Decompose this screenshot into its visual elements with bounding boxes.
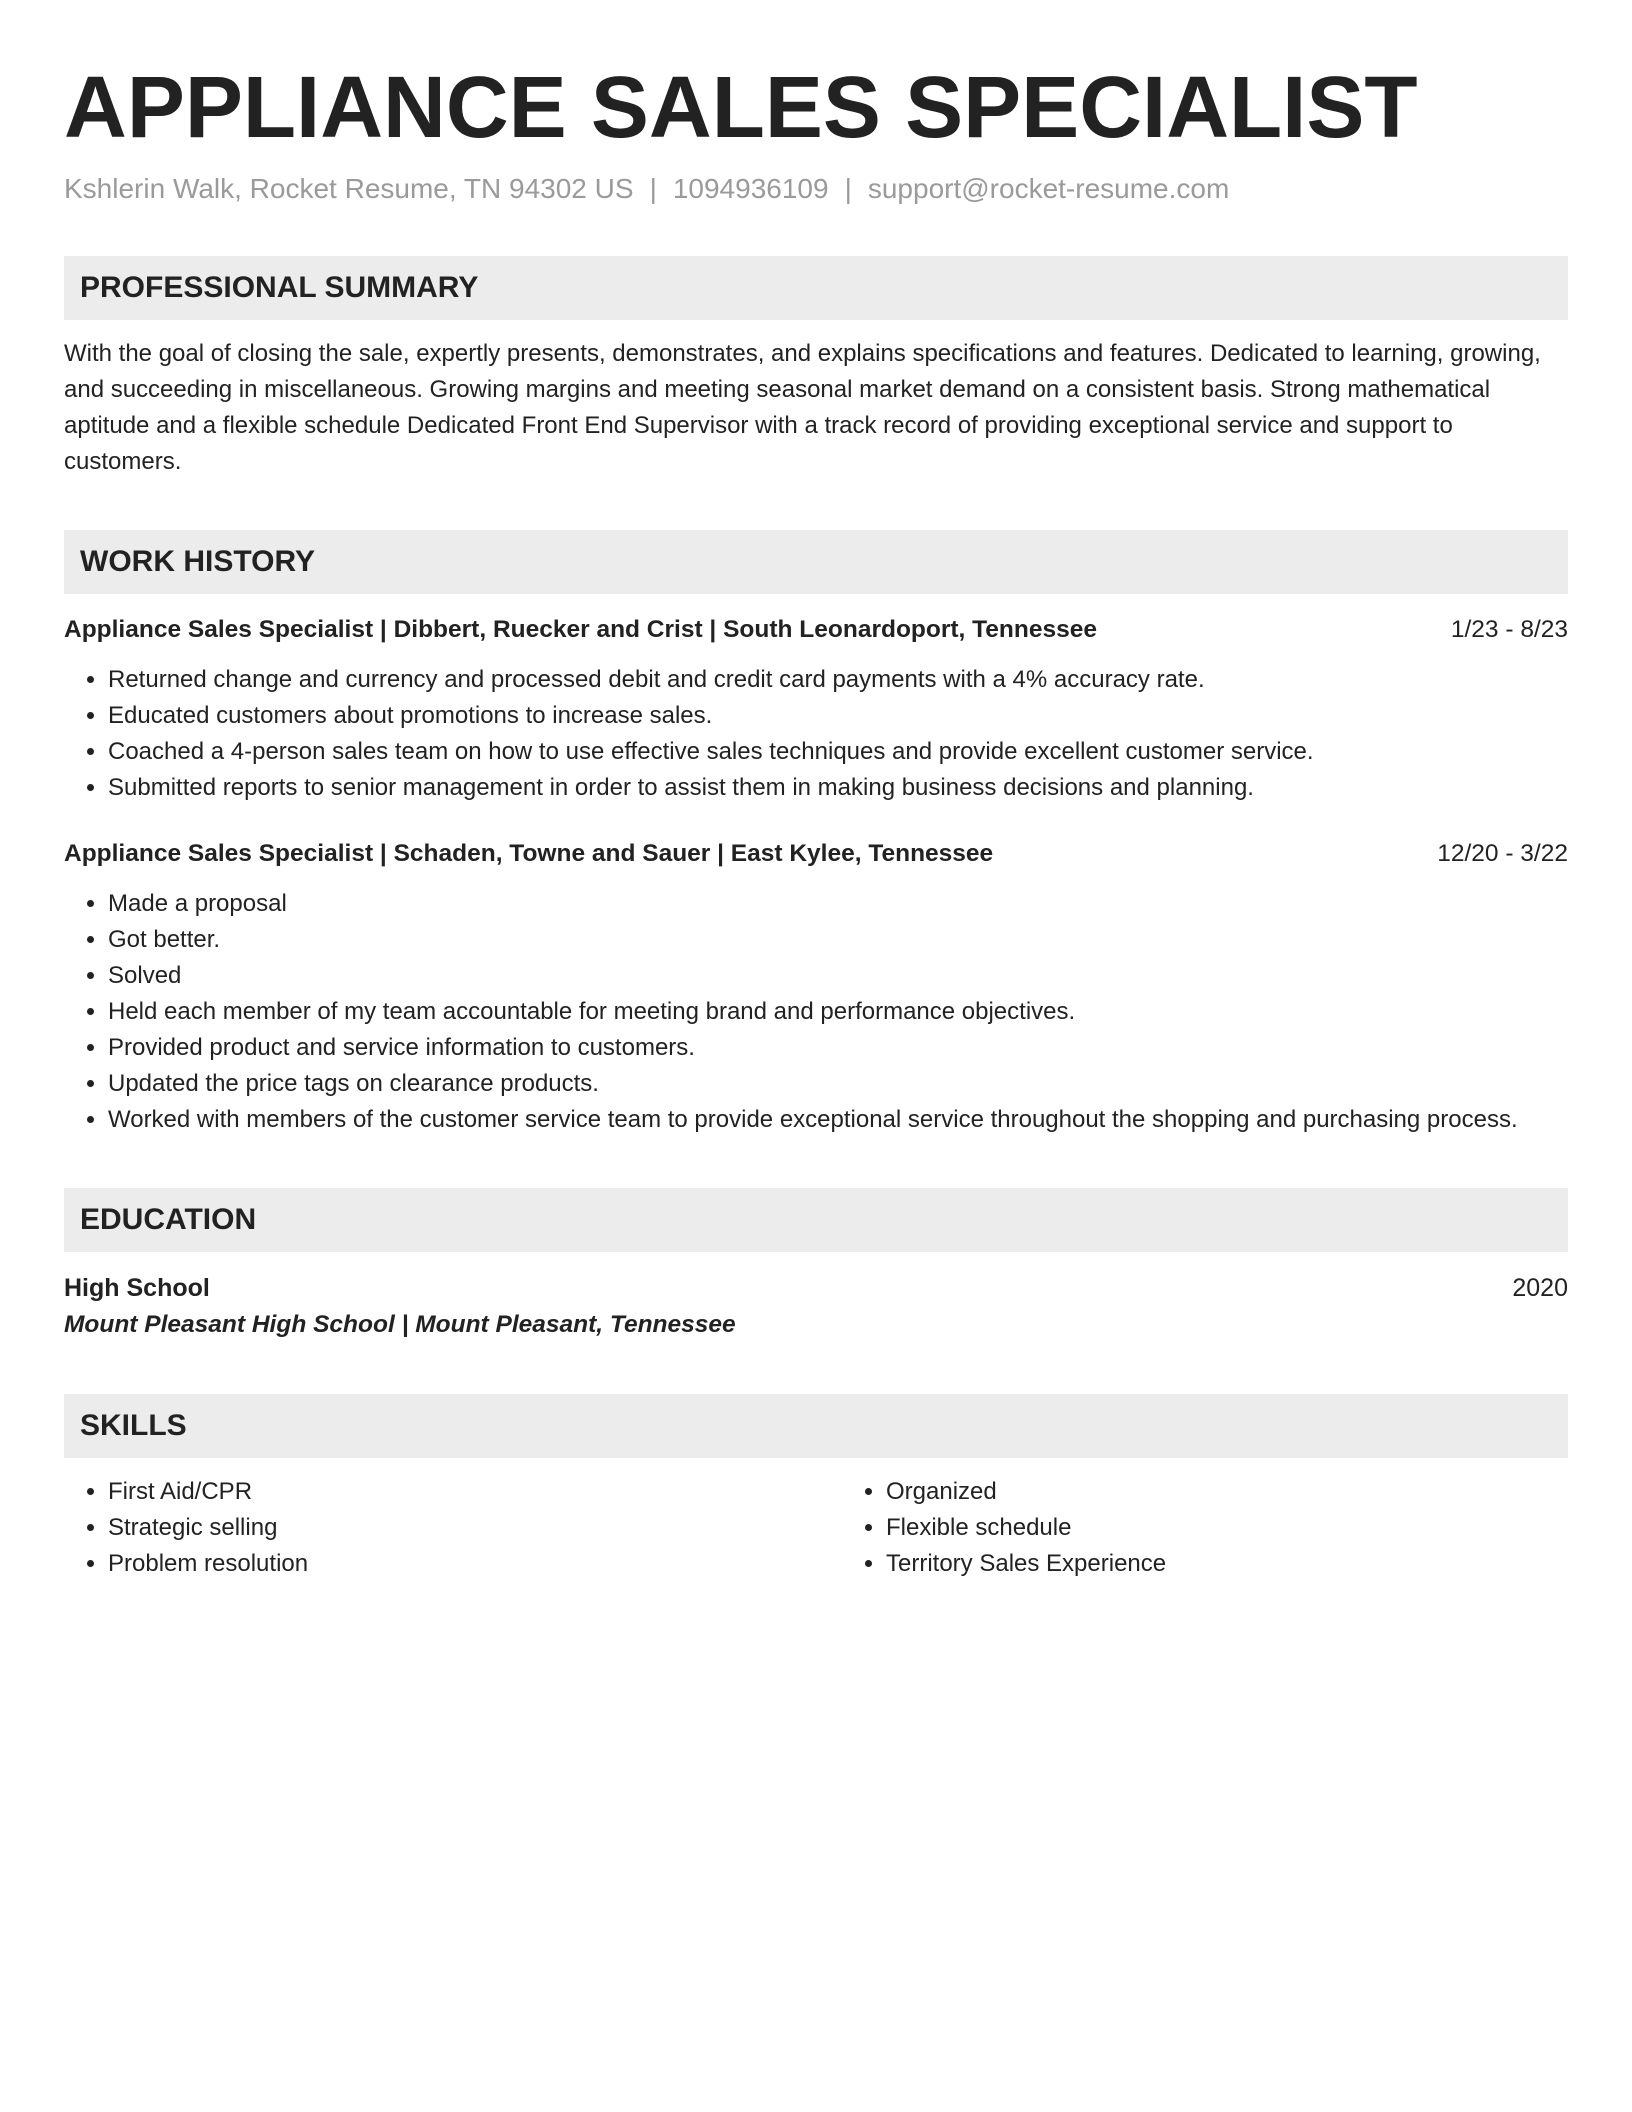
job-header [64, 612, 1568, 648]
candidate-name: APPLIANCE SALES SPECIALIST [64, 59, 1418, 156]
section-header-summary: PROFESSIONAL SUMMARY [64, 256, 1568, 320]
job-bullet: • Returned change and currency and processed debit and credit card payments with a 4% accuracy rate. [108, 662, 1568, 698]
section-header-skills: SKILLS [64, 1394, 1568, 1458]
job-bullet: • Got better. [108, 922, 1568, 958]
skill-item: • Organized [886, 1474, 1568, 1510]
job-bullet: • Solved [108, 958, 1568, 994]
job-bullet: • Worked with members of the customer service team to provide exceptional service throughout the shopping and purchasing process. [108, 1102, 1568, 1138]
skills-column-left [64, 1474, 790, 1582]
job-bullet: • Educated customers about promotions to increase sales. [108, 698, 1568, 734]
job-title: Appliance Sales Specialist | Dibbert, Ruecker and Crist | South Leonardoport, Tennessee [64, 616, 1097, 643]
summary-text: With the goal of closing the sale, expertly presents, demonstrates, and explains specifications and features. Dedicated to learning, growing, and succeeding in miscellaneous. Growing margins and meeting seasonal market demand on a consistent basis. Strong mathematical aptitude and a flexible schedule Dedicated Front End Supervisor with a track record of providing exceptional service and support to customers. [64, 340, 1541, 475]
job-bullets [64, 662, 1568, 806]
education-year: 2020 [1512, 1274, 1568, 1302]
contact-address: Kshlerin Walk, Rocket Resume, TN 94302 US [64, 173, 634, 204]
contact-line [64, 172, 1568, 206]
job-bullet: • Made a proposal [108, 886, 1568, 922]
section-header-work-history: WORK HISTORY [64, 530, 1568, 594]
contact-separator: | [844, 173, 852, 204]
education-entry [64, 1270, 1568, 1344]
skills-column-right [790, 1474, 1568, 1582]
contact-email: support@rocket-resume.com [867, 173, 1230, 204]
job-entry [64, 612, 1568, 806]
education-school: Mount Pleasant High School | Mount Pleasant, Tennessee [64, 1311, 736, 1338]
job-entry [64, 836, 1568, 1138]
job-bullet: • Submitted reports to senior management in order to assist them in making business decisions and planning. [108, 770, 1568, 806]
education-degree: High School [64, 1274, 210, 1302]
skills-list [64, 1474, 1568, 1582]
contact-phone: 1094936109 [672, 173, 829, 204]
job-bullets [64, 886, 1568, 1138]
education-header [64, 1270, 1568, 1306]
contact-separator: | [649, 173, 657, 204]
skill-item: • First Aid/CPR [108, 1474, 790, 1510]
skill-item: • Problem resolution [108, 1546, 790, 1582]
resume-page [64, 0, 1568, 1582]
skill-item: • Strategic selling [108, 1510, 790, 1546]
job-dates: 12/20 - 3/22 [1437, 840, 1568, 867]
job-bullet: • Provided product and service information to customers. [108, 1030, 1568, 1066]
skill-item: • Flexible schedule [886, 1510, 1568, 1546]
job-bullet: • Coached a 4-person sales team on how to use effective sales techniques and provide excellent customer service. [108, 734, 1568, 770]
section-header-education: EDUCATION [64, 1188, 1568, 1252]
job-dates: 1/23 - 8/23 [1450, 616, 1568, 643]
job-title: Appliance Sales Specialist | Schaden, Towne and Sauer | East Kylee, Tennessee [64, 840, 994, 867]
job-header [64, 836, 1568, 872]
job-bullet: • Updated the price tags on clearance products. [108, 1066, 1568, 1102]
skill-item: • Territory Sales Experience [886, 1546, 1568, 1582]
job-bullet: • Held each member of my team accountable for meeting brand and performance objectives. [108, 994, 1568, 1030]
